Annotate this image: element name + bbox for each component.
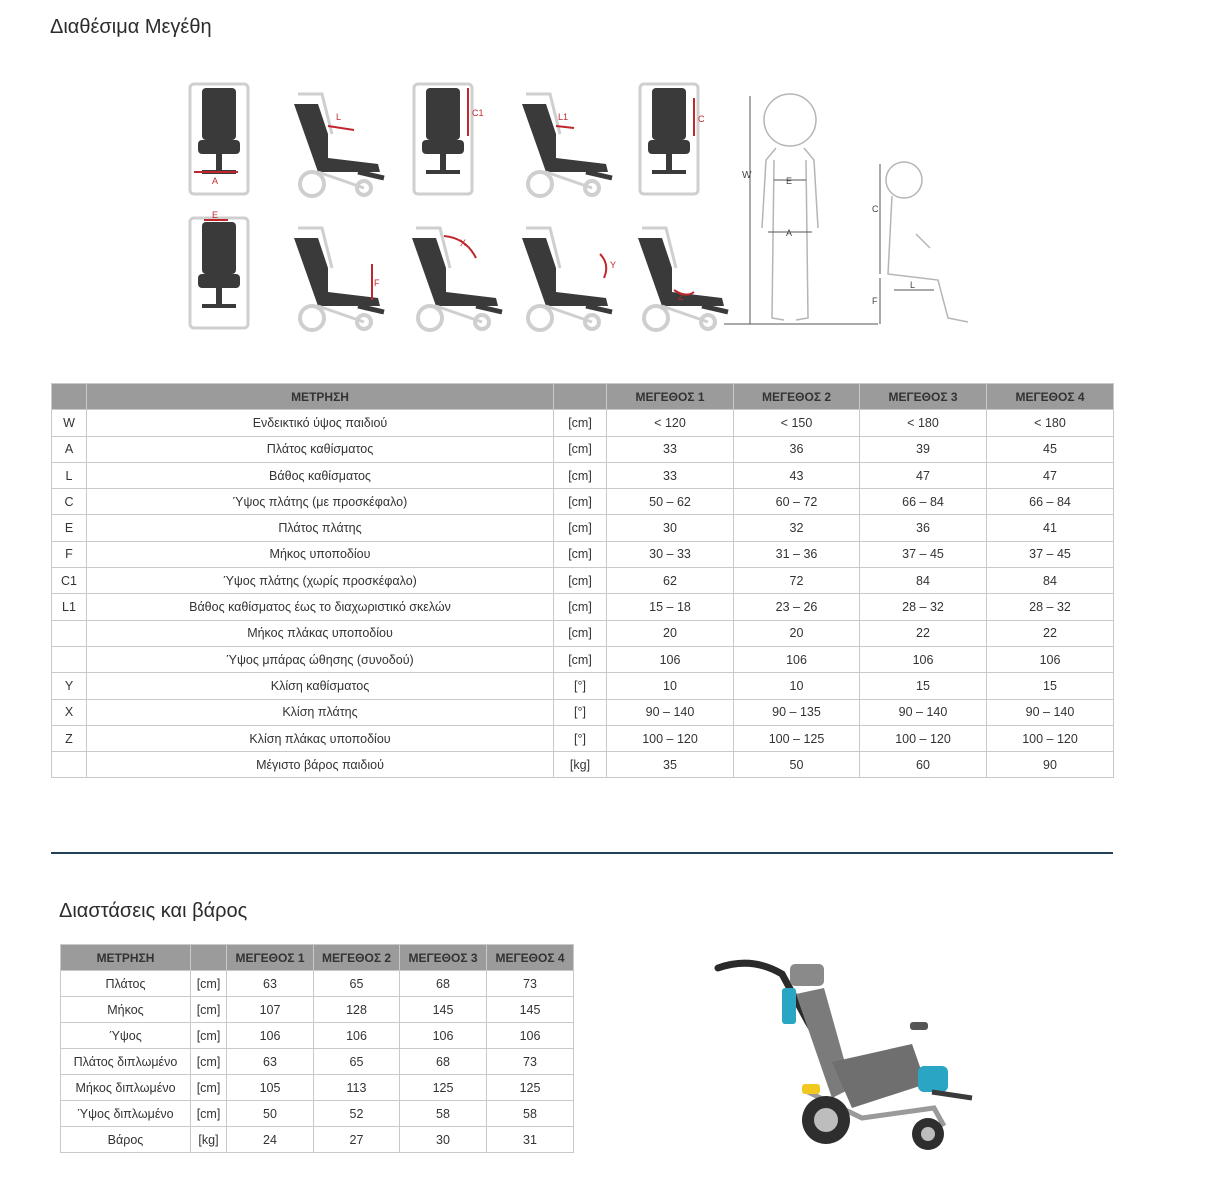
column-header: ΜΕΓΕΘΟΣ 2 (734, 384, 860, 410)
table-cell: Βάθος καθίσματος (87, 462, 554, 488)
table-cell: 31 (487, 1127, 574, 1153)
table-cell: 106 (400, 1023, 487, 1049)
dimensions-table (60, 944, 574, 1153)
table-cell: 20 (734, 620, 860, 646)
table-cell: 50 (734, 752, 860, 778)
table-cell: [cm] (191, 1075, 227, 1101)
table-cell (52, 620, 87, 646)
table-cell: 60 – 72 (734, 489, 860, 515)
table-cell: Κλίση πλάκας υποποδίου (87, 725, 554, 751)
column-header (554, 384, 607, 410)
column-header: ΜΕΤΡΗΣΗ (61, 945, 191, 971)
diagram-label: E (786, 176, 793, 186)
diagram-label: C1 (472, 108, 484, 118)
table-cell: 63 (227, 1049, 314, 1075)
table-row (61, 971, 574, 997)
table-cell: Πλάτος πλάτης (87, 515, 554, 541)
table-cell: 28 – 32 (860, 594, 987, 620)
table-cell: 90 – 140 (860, 699, 987, 725)
table-cell: [cm] (554, 646, 607, 672)
table-cell: Ενδεικτικό ύψος παιδιού (87, 410, 554, 436)
table-cell: 106 (987, 646, 1114, 672)
table-row (52, 594, 1114, 620)
table-cell: 22 (860, 620, 987, 646)
table-cell: 28 – 32 (987, 594, 1114, 620)
table-cell: 30 – 33 (607, 541, 734, 567)
wheelchair-photo (712, 912, 982, 1168)
table-cell: 33 (607, 436, 734, 462)
table-cell: 50 (227, 1101, 314, 1127)
table-cell: Ύψος (61, 1023, 191, 1049)
table-cell: 145 (487, 997, 574, 1023)
table-cell: 39 (860, 436, 987, 462)
table-cell: 10 (607, 673, 734, 699)
table-cell: 90 – 140 (607, 699, 734, 725)
diagram-label: L1 (558, 112, 569, 122)
table-cell: 65 (314, 1049, 400, 1075)
table-row (52, 725, 1114, 751)
table-cell: 106 (314, 1023, 400, 1049)
table-cell: Πλάτος διπλωμένο (61, 1049, 191, 1075)
table-cell: 58 (487, 1101, 574, 1127)
column-header (191, 945, 227, 971)
table-cell: < 150 (734, 410, 860, 436)
table-row (61, 1101, 574, 1127)
table-cell: [°] (554, 699, 607, 725)
diagram-label: L (336, 112, 342, 122)
diagram-label: Y (610, 260, 617, 270)
table-cell: 20 (607, 620, 734, 646)
table-cell (52, 752, 87, 778)
table-cell: 106 (734, 646, 860, 672)
table-cell: 47 (860, 462, 987, 488)
column-header: ΜΕΓΕΘΟΣ 4 (487, 945, 574, 971)
table-row (52, 436, 1114, 462)
table-row (52, 541, 1114, 567)
table-cell: [cm] (554, 568, 607, 594)
table-cell: 90 (987, 752, 1114, 778)
table-cell: X (52, 699, 87, 725)
table-row (52, 568, 1114, 594)
table-cell: 73 (487, 971, 574, 997)
table-cell: 68 (400, 971, 487, 997)
table-cell: 15 (987, 673, 1114, 699)
section-divider (51, 852, 1113, 854)
table-cell: Βάθος καθίσματος έως το διαχωριστικό σκελών (87, 594, 554, 620)
table-cell: 100 – 120 (607, 725, 734, 751)
table-cell: 106 (487, 1023, 574, 1049)
table-cell: Μήκος διπλωμένο (61, 1075, 191, 1101)
table-cell: 90 – 140 (987, 699, 1114, 725)
table-cell: 36 (734, 436, 860, 462)
table-cell: 30 (400, 1127, 487, 1153)
table-row (52, 646, 1114, 672)
table-cell: Μέγιστο βάρος παιδιού (87, 752, 554, 778)
table-cell: L1 (52, 594, 87, 620)
table-cell: Ύψος διπλωμένο (61, 1101, 191, 1127)
column-header (52, 384, 87, 410)
table-cell: 125 (400, 1075, 487, 1101)
table-cell: [cm] (554, 515, 607, 541)
table-cell: [cm] (554, 620, 607, 646)
table-cell: < 120 (607, 410, 734, 436)
table-cell: Κλίση πλάτης (87, 699, 554, 725)
table-cell: E (52, 515, 87, 541)
table-cell: 107 (227, 997, 314, 1023)
table-cell: [cm] (554, 462, 607, 488)
table-cell: Μήκος υποποδίου (87, 541, 554, 567)
table-cell: 15 (860, 673, 987, 699)
section-title-dimensions: Διαστάσεις και βάρος (59, 900, 248, 922)
table-row (52, 462, 1114, 488)
table-cell: W (52, 410, 87, 436)
table-cell: < 180 (860, 410, 987, 436)
table-cell: 106 (860, 646, 987, 672)
wheelchair-measurement-diagram-icon (178, 68, 978, 340)
table-cell: Y (52, 673, 87, 699)
table-cell: Κλίση καθίσματος (87, 673, 554, 699)
table-cell: C1 (52, 568, 87, 594)
table-cell: [kg] (554, 752, 607, 778)
table-cell: 35 (607, 752, 734, 778)
table-cell: 125 (487, 1075, 574, 1101)
table-cell: 100 – 125 (734, 725, 860, 751)
diagram-label: C (698, 114, 705, 124)
table-cell: 100 – 120 (860, 725, 987, 751)
table-cell: Ύψος μπάρας ώθησης (συνοδού) (87, 646, 554, 672)
table-cell: 22 (987, 620, 1114, 646)
table-cell: 33 (607, 462, 734, 488)
table-cell: 60 (860, 752, 987, 778)
sizes-table (51, 383, 1114, 778)
table-cell: Ύψος πλάτης (με προσκέφαλο) (87, 489, 554, 515)
table-cell: 10 (734, 673, 860, 699)
diagram-label: C (872, 204, 879, 214)
table-cell (52, 646, 87, 672)
table-cell: 37 – 45 (860, 541, 987, 567)
table-row (61, 1023, 574, 1049)
diagram-label: F (872, 296, 878, 306)
table-cell: Z (52, 725, 87, 751)
child-figure-icon (762, 94, 818, 320)
table-row (52, 410, 1114, 436)
table-cell: 90 – 135 (734, 699, 860, 725)
column-header: ΜΕΤΡΗΣΗ (87, 384, 554, 410)
table-row (52, 673, 1114, 699)
table-cell: 58 (400, 1101, 487, 1127)
table-cell: [kg] (191, 1127, 227, 1153)
column-header: ΜΕΓΕΘΟΣ 3 (400, 945, 487, 971)
table-row (61, 997, 574, 1023)
table-row (52, 699, 1114, 725)
table-cell: 41 (987, 515, 1114, 541)
table-cell: [cm] (191, 1101, 227, 1127)
diagram-label: L (910, 280, 916, 290)
table-cell: 47 (987, 462, 1114, 488)
diagram-label: E (212, 210, 219, 220)
table-cell: [°] (554, 673, 607, 699)
table-cell: 84 (860, 568, 987, 594)
table-cell: < 180 (987, 410, 1114, 436)
diagram-label: Z (678, 292, 684, 302)
table-cell: [cm] (191, 1049, 227, 1075)
diagram-label: W (742, 170, 752, 181)
table-cell: 15 – 18 (607, 594, 734, 620)
table-row (52, 752, 1114, 778)
table-cell: 23 – 26 (734, 594, 860, 620)
table-cell: 37 – 45 (987, 541, 1114, 567)
table-cell: 66 – 84 (860, 489, 987, 515)
table-cell: 63 (227, 971, 314, 997)
column-header: ΜΕΓΕΘΟΣ 1 (607, 384, 734, 410)
table-cell: [cm] (554, 541, 607, 567)
column-header: ΜΕΓΕΘΟΣ 3 (860, 384, 987, 410)
diagram-label: A (212, 176, 219, 186)
child-sitting-icon (886, 162, 968, 322)
table-cell: 145 (400, 997, 487, 1023)
table-cell: Μήκος πλάκας υποποδίου (87, 620, 554, 646)
table-cell: 31 – 36 (734, 541, 860, 567)
table-header-row (61, 945, 574, 971)
table-cell: 24 (227, 1127, 314, 1153)
table-cell: 27 (314, 1127, 400, 1153)
table-cell: 52 (314, 1101, 400, 1127)
table-cell: [cm] (191, 1023, 227, 1049)
table-cell: F (52, 541, 87, 567)
table-cell: Πλάτος καθίσματος (87, 436, 554, 462)
table-cell: 43 (734, 462, 860, 488)
table-cell: 84 (987, 568, 1114, 594)
table-row (52, 489, 1114, 515)
table-cell: Μήκος (61, 997, 191, 1023)
table-cell: 36 (860, 515, 987, 541)
table-cell: 100 – 120 (987, 725, 1114, 751)
diagram-label: F (374, 278, 380, 288)
table-row (52, 515, 1114, 541)
table-header-row (52, 384, 1114, 410)
table-cell: C (52, 489, 87, 515)
table-cell: 50 – 62 (607, 489, 734, 515)
table-cell: [cm] (554, 410, 607, 436)
table-row (61, 1049, 574, 1075)
table-cell: 66 – 84 (987, 489, 1114, 515)
table-cell: A (52, 436, 87, 462)
table-cell: [cm] (554, 594, 607, 620)
column-header: ΜΕΓΕΘΟΣ 2 (314, 945, 400, 971)
table-cell: [cm] (554, 489, 607, 515)
table-cell: 65 (314, 971, 400, 997)
column-header: ΜΕΓΕΘΟΣ 4 (987, 384, 1114, 410)
table-cell: Ύψος πλάτης (χωρίς προσκέφαλο) (87, 568, 554, 594)
table-cell: [cm] (191, 997, 227, 1023)
table-cell: 106 (227, 1023, 314, 1049)
table-row (52, 620, 1114, 646)
column-header: ΜΕΓΕΘΟΣ 1 (227, 945, 314, 971)
table-cell: 113 (314, 1075, 400, 1101)
table-cell: 106 (607, 646, 734, 672)
dimension-diagrams (178, 68, 978, 340)
diagram-label: X (460, 238, 467, 248)
table-cell: 72 (734, 568, 860, 594)
table-cell: 68 (400, 1049, 487, 1075)
table-cell: 128 (314, 997, 400, 1023)
diagram-label: A (786, 228, 793, 238)
table-cell: [cm] (554, 436, 607, 462)
table-cell: 30 (607, 515, 734, 541)
table-cell: 105 (227, 1075, 314, 1101)
table-cell: L (52, 462, 87, 488)
table-cell: [°] (554, 725, 607, 751)
table-cell: 32 (734, 515, 860, 541)
table-cell: 73 (487, 1049, 574, 1075)
table-row (61, 1127, 574, 1153)
table-cell: Βάρος (61, 1127, 191, 1153)
table-cell: Πλάτος (61, 971, 191, 997)
table-row (61, 1075, 574, 1101)
section-title-sizes: Διαθέσιμα Μεγέθη (50, 16, 212, 38)
table-cell: [cm] (191, 971, 227, 997)
table-cell: 45 (987, 436, 1114, 462)
table-cell: 62 (607, 568, 734, 594)
